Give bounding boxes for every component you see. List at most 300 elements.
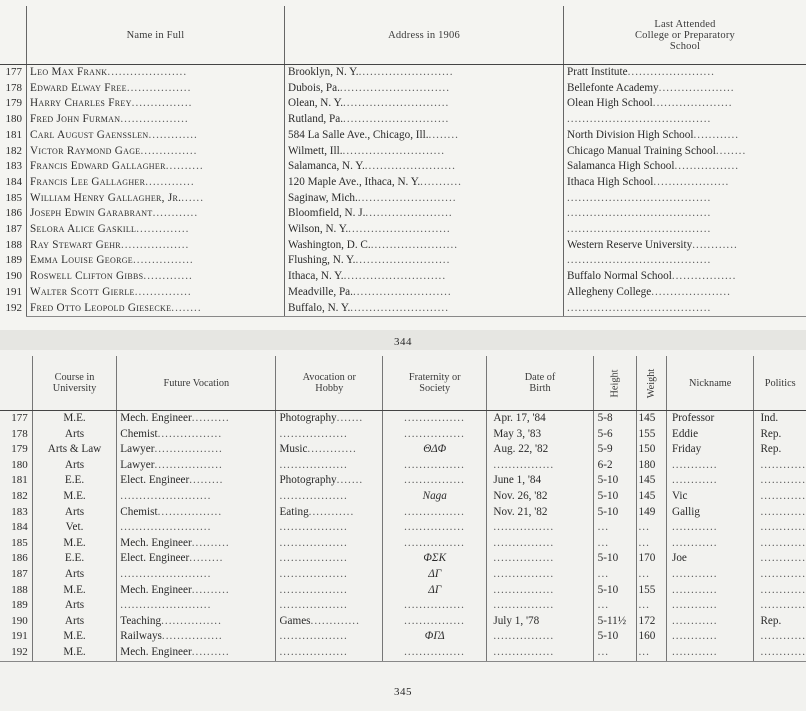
dot-leader: ................ xyxy=(493,552,555,565)
avocation xyxy=(276,598,383,614)
dot-leader: ........................... xyxy=(343,270,447,283)
dot-leader: .................. xyxy=(279,630,348,643)
avocation xyxy=(276,614,383,630)
height xyxy=(593,458,636,474)
politics-text: Rep. xyxy=(760,443,782,456)
politics xyxy=(754,551,806,567)
last-school xyxy=(564,81,806,97)
table-row xyxy=(0,253,806,269)
dot-leader: .................. xyxy=(279,645,348,658)
weight-text: 172 xyxy=(638,614,656,627)
height-text: 5-10 xyxy=(597,552,619,565)
date-of-birth-text: May 3, '83 xyxy=(493,427,542,440)
course xyxy=(32,473,116,489)
height xyxy=(593,536,636,552)
date-of-birth-text: June 1, '84 xyxy=(493,474,542,487)
row-number xyxy=(0,301,27,317)
table-row xyxy=(0,65,806,81)
date-of-birth xyxy=(487,427,593,443)
future-vocation xyxy=(117,411,276,427)
dot-leader: .......... xyxy=(191,412,230,424)
height-text: 5-10 xyxy=(597,489,619,502)
dot-leader: ............ xyxy=(671,630,718,643)
dot-leader: ............ xyxy=(671,474,718,487)
row-number-text: 179 xyxy=(5,97,22,110)
student-address-text: Meadville, Pa. xyxy=(288,285,353,298)
last-school-text: Salamanca High School xyxy=(567,160,675,173)
row-number-text: 192 xyxy=(11,645,28,658)
course xyxy=(32,629,116,645)
dot-leader: .................. xyxy=(279,427,348,440)
row-number-text: 188 xyxy=(5,238,22,251)
dot-leader: ............ xyxy=(760,536,806,549)
school-header xyxy=(564,6,806,65)
fraternity xyxy=(383,583,487,599)
dot-leader: ..................... xyxy=(107,66,188,78)
last-school xyxy=(564,222,806,238)
row-number xyxy=(0,112,27,128)
future-vocation-text: Teaching xyxy=(120,614,162,627)
height-text: 5-11½ xyxy=(597,614,627,627)
dot-leader: ................. xyxy=(157,427,223,440)
student-name-text: Selora Alice Gaskill xyxy=(30,223,137,236)
date-of-birth xyxy=(487,473,593,489)
dot-leader: ... xyxy=(638,567,650,580)
row-number xyxy=(0,473,32,489)
course-header xyxy=(32,356,116,411)
nickname xyxy=(666,411,753,427)
last-school-text: Olean High School xyxy=(567,97,653,110)
avocation xyxy=(276,427,383,443)
row-number-text: 190 xyxy=(11,614,28,627)
course xyxy=(32,536,116,552)
table-row xyxy=(0,520,806,536)
dot-leader: ............ xyxy=(760,583,806,596)
course xyxy=(32,505,116,521)
table-row xyxy=(0,458,806,474)
weight-text: 145 xyxy=(638,412,656,424)
date-of-birth-text: Aug. 22, '82 xyxy=(493,443,549,456)
course-text: M.E. xyxy=(63,645,86,658)
nickname-text: Joe xyxy=(671,552,687,565)
student-name xyxy=(27,253,285,269)
last-school xyxy=(564,285,806,301)
last-school-text: Chicago Manual Training School xyxy=(567,144,716,157)
student-name-text: Francis Edward Gallagher xyxy=(30,160,166,173)
table-row xyxy=(0,536,806,552)
dot-leader: ............ xyxy=(692,238,738,251)
nickname xyxy=(666,629,753,645)
row-number-text: 180 xyxy=(11,458,28,471)
dot-leader: ................ xyxy=(493,458,555,471)
height-text: 5-10 xyxy=(597,630,619,643)
dot-leader: ................ xyxy=(132,254,194,267)
student-address-text: Wilmett, Ill. xyxy=(288,144,343,157)
future-vocation xyxy=(117,458,276,474)
dot-leader: ............ xyxy=(760,630,806,643)
fraternity xyxy=(383,473,487,489)
nickname-text: Vic xyxy=(671,489,688,502)
row-number-text: 179 xyxy=(11,443,28,456)
height-text: 5-10 xyxy=(597,474,619,487)
height xyxy=(593,520,636,536)
student-name-text: Fred Otto Leopold Giesecke xyxy=(30,301,172,314)
future-vocation-text: Lawyer xyxy=(120,443,155,456)
dot-leader: ...................................... xyxy=(567,301,712,314)
school-header-line2: College or Preparatory xyxy=(634,29,736,41)
dot-leader: ........................ xyxy=(120,521,212,534)
row-number-text: 186 xyxy=(5,207,22,220)
course-text: M.E. xyxy=(63,536,86,549)
course-text: Arts xyxy=(64,567,85,580)
date-of-birth xyxy=(487,645,593,661)
dot-leader: ..................... xyxy=(652,97,733,110)
dot-leader: ............ xyxy=(671,583,718,596)
dot-leader: .................. xyxy=(279,567,348,580)
course-text: Arts xyxy=(64,427,85,440)
student-name xyxy=(27,128,285,144)
row-number-header xyxy=(0,6,27,65)
nickname xyxy=(666,458,753,474)
height-header-label: Height xyxy=(609,368,621,398)
weight xyxy=(636,427,666,443)
dot-leader: ...................................... xyxy=(567,191,712,204)
weight xyxy=(636,567,666,583)
dot-leader: ............ xyxy=(760,599,806,612)
height-header xyxy=(593,356,636,411)
dot-leader: ...................................... xyxy=(567,207,712,220)
height-text: 5-10 xyxy=(597,583,619,596)
table-row xyxy=(0,598,806,614)
politics xyxy=(754,458,806,474)
table-row xyxy=(0,285,806,301)
row-number xyxy=(0,645,32,661)
course xyxy=(32,489,116,505)
dot-leader: ...... xyxy=(181,191,205,204)
table-row xyxy=(0,442,806,458)
dot-leader: ............ xyxy=(671,521,718,534)
row-number xyxy=(0,96,27,112)
avocation-text: Photography xyxy=(279,412,337,424)
page-number-345: 345 xyxy=(394,686,412,698)
dot-leader: ........ xyxy=(171,301,202,314)
date-of-birth-text: July 1, '78 xyxy=(493,614,540,627)
row-number-text: 192 xyxy=(5,301,22,314)
date-of-birth xyxy=(487,551,593,567)
avocation xyxy=(276,442,383,458)
future-vocation-text: Lawyer xyxy=(120,458,155,471)
student-name-text: Fred John Furman xyxy=(30,113,121,126)
fraternity-text: ΔΓ xyxy=(428,583,442,596)
future-vocation xyxy=(117,536,276,552)
last-school xyxy=(564,191,806,207)
student-address xyxy=(285,112,564,128)
table-row xyxy=(0,238,806,254)
table-row xyxy=(0,81,806,97)
dot-leader: ... xyxy=(597,599,610,612)
course-text: E.E. xyxy=(64,474,85,487)
future-vocation xyxy=(117,489,276,505)
course xyxy=(32,442,116,458)
future-vocation-text: Mech. Engineer xyxy=(120,536,192,549)
future-vocation-text: Elect. Engineer xyxy=(120,552,190,565)
dot-leader: ......................... xyxy=(355,254,451,267)
row-number xyxy=(0,442,32,458)
weight xyxy=(636,629,666,645)
avocation xyxy=(276,645,383,661)
last-school xyxy=(564,175,806,191)
dot-leader: .................. xyxy=(120,238,190,251)
row-number-text: 185 xyxy=(5,191,22,204)
dot-leader: ....... xyxy=(336,474,364,487)
dot-leader: ............. xyxy=(148,128,198,141)
last-school xyxy=(564,65,806,81)
height-text: 5-6 xyxy=(597,427,613,440)
weight xyxy=(636,442,666,458)
nickname-text: Professor xyxy=(671,412,715,424)
course xyxy=(32,583,116,599)
row-number xyxy=(0,222,27,238)
date-of-birth xyxy=(487,505,593,521)
student-address xyxy=(285,269,564,285)
dot-leader: ............. xyxy=(143,270,193,283)
dot-leader: ................ xyxy=(404,599,466,612)
future-vocation xyxy=(117,442,276,458)
last-school xyxy=(564,128,806,144)
height xyxy=(593,473,636,489)
future-vocation-text: Chemist xyxy=(120,505,158,518)
future-vocation xyxy=(117,520,276,536)
student-address xyxy=(285,238,564,254)
avocation xyxy=(276,583,383,599)
row-number xyxy=(0,567,32,583)
weight-text: 160 xyxy=(638,630,656,643)
height xyxy=(593,427,636,443)
height xyxy=(593,629,636,645)
student-address-text: Ithaca, N. Y. xyxy=(288,270,344,283)
row-number-text: 184 xyxy=(5,175,22,188)
dot-leader: ... xyxy=(638,521,650,534)
students-address-table xyxy=(0,6,806,317)
table-row xyxy=(0,614,806,630)
row-number-text: 191 xyxy=(11,630,28,643)
politics-header xyxy=(754,356,806,411)
row-number-text: 180 xyxy=(5,113,22,126)
fraternity xyxy=(383,411,487,427)
fraternity-header-line2: Society xyxy=(419,383,451,394)
student-name-text: Francis Lee Gallagher xyxy=(30,175,146,188)
course xyxy=(32,411,116,427)
dot-leader: ...................................... xyxy=(567,113,712,126)
row-number xyxy=(0,598,32,614)
row-number-text: 177 xyxy=(5,66,22,78)
fraternity xyxy=(383,505,487,521)
avocation-header-line1: Avocation or xyxy=(302,372,356,383)
course-text: Arts xyxy=(64,505,85,518)
nickname xyxy=(666,489,753,505)
dot-leader: ............................. xyxy=(339,81,451,94)
fraternity xyxy=(383,645,487,661)
student-address xyxy=(285,81,564,97)
weight xyxy=(636,473,666,489)
nickname xyxy=(666,551,753,567)
avocation xyxy=(276,411,383,427)
height xyxy=(593,442,636,458)
student-name xyxy=(27,112,285,128)
vocation-header xyxy=(117,356,276,411)
height xyxy=(593,505,636,521)
politics xyxy=(754,629,806,645)
last-school xyxy=(564,144,806,160)
student-name-text: Leo Max Frank xyxy=(30,66,108,78)
dot-leader: ... xyxy=(597,645,610,658)
table-row xyxy=(0,159,806,175)
row-number xyxy=(0,159,27,175)
student-name xyxy=(27,65,285,81)
student-address xyxy=(285,253,564,269)
table-row xyxy=(0,128,806,144)
dot-leader: ... xyxy=(638,645,650,658)
future-vocation xyxy=(117,567,276,583)
course-text: M.E. xyxy=(63,630,86,643)
last-school-text: Western Reserve University xyxy=(567,238,693,251)
dot-leader: ............... xyxy=(140,144,198,157)
row-number-text: 190 xyxy=(5,270,22,283)
row-number xyxy=(0,551,32,567)
dot-leader: ........................... xyxy=(342,144,446,157)
student-address xyxy=(285,159,564,175)
last-school xyxy=(564,112,806,128)
avocation xyxy=(276,629,383,645)
course-header-line2: University xyxy=(52,383,97,394)
dot-leader: ................ xyxy=(493,630,555,643)
dot-leader: ................ xyxy=(493,536,555,549)
last-school xyxy=(564,253,806,269)
dot-leader: ........................ xyxy=(364,160,456,173)
student-name-text: Joseph Edwin Garabrant xyxy=(30,207,153,220)
table-row xyxy=(0,301,806,317)
height xyxy=(593,489,636,505)
dot-leader: ................ xyxy=(161,630,223,643)
nickname-text: Eddie xyxy=(671,427,699,440)
dot-leader: ............ xyxy=(308,505,355,518)
fraternity xyxy=(383,551,487,567)
politics xyxy=(754,505,806,521)
date-of-birth xyxy=(487,458,593,474)
row-number xyxy=(0,629,32,645)
avocation xyxy=(276,536,383,552)
row-number xyxy=(0,583,32,599)
dot-leader: ................ xyxy=(404,427,466,440)
dot-leader: ... xyxy=(638,536,650,549)
avocation xyxy=(276,520,383,536)
student-name xyxy=(27,81,285,97)
dot-leader: .................. xyxy=(154,458,223,471)
fraternity-text: Naga xyxy=(422,489,447,502)
avocation-text: Music xyxy=(279,443,308,456)
student-address-text: Wilson, N. Y. xyxy=(288,223,349,236)
dot-leader: ............ xyxy=(760,489,806,502)
avocation xyxy=(276,567,383,583)
height-text: 5-10 xyxy=(597,505,619,518)
politics xyxy=(754,473,806,489)
course-text: M.E. xyxy=(63,583,86,596)
nickname xyxy=(666,427,753,443)
dot-leader: .................. xyxy=(120,113,189,126)
student-name xyxy=(27,206,285,222)
student-name-text: Walter Scott Gierle xyxy=(30,285,135,298)
student-address-text: Olean, N. Y. xyxy=(288,97,343,110)
nickname-text: Gallig xyxy=(671,505,700,518)
fraternity-header-line1: Fraternity or xyxy=(408,372,461,383)
row-number-text: 189 xyxy=(5,254,22,267)
height xyxy=(593,583,636,599)
weight xyxy=(636,520,666,536)
student-name xyxy=(27,144,285,160)
weight-text: 150 xyxy=(638,443,656,456)
dot-leader: ............. xyxy=(145,175,195,188)
row-number-header-2 xyxy=(0,356,32,411)
nickname-text: Friday xyxy=(671,443,702,456)
student-name xyxy=(27,191,285,207)
student-name xyxy=(27,175,285,191)
fraternity-header xyxy=(383,356,487,411)
avocation-text: Eating xyxy=(279,505,309,518)
dot-leader: ........ xyxy=(715,144,747,157)
height xyxy=(593,598,636,614)
student-address xyxy=(285,96,564,112)
future-vocation-text: Railways xyxy=(120,630,162,643)
height xyxy=(593,645,636,661)
weight-header-label: Weight xyxy=(645,368,657,398)
address-header-label: Address in 1906 xyxy=(388,29,460,41)
weight-text: 145 xyxy=(638,474,656,487)
student-name xyxy=(27,159,285,175)
future-vocation xyxy=(117,583,276,599)
dot-leader: .......... xyxy=(191,583,230,596)
row-number-text: 181 xyxy=(5,128,22,141)
school-header-line3: School xyxy=(669,40,701,52)
avocation-header-line2: Hobby xyxy=(315,383,344,394)
last-school xyxy=(564,301,806,317)
last-school-text: Ithaca High School xyxy=(567,175,654,188)
course-text: Arts xyxy=(64,614,85,627)
dot-leader: ........................ xyxy=(120,567,212,580)
politics xyxy=(754,411,806,427)
politics xyxy=(754,645,806,661)
fraternity xyxy=(383,567,487,583)
student-address xyxy=(285,128,564,144)
dot-leader: ........ xyxy=(428,128,459,141)
weight xyxy=(636,645,666,661)
weight-text: 170 xyxy=(638,552,656,565)
politics xyxy=(754,567,806,583)
date-of-birth xyxy=(487,411,593,427)
dot-leader: ................. xyxy=(126,81,192,94)
avocation-header xyxy=(276,356,383,411)
dot-leader: ....................... xyxy=(370,238,459,251)
weight xyxy=(636,583,666,599)
last-school-text: Buffalo Normal School xyxy=(567,270,672,283)
fraternity xyxy=(383,614,487,630)
row-number xyxy=(0,269,27,285)
student-address-text: 584 La Salle Ave., Chicago, Ill. xyxy=(288,128,429,141)
row-number xyxy=(0,238,27,254)
last-school-text: Allegheny College xyxy=(567,285,652,298)
height xyxy=(593,567,636,583)
avocation xyxy=(276,458,383,474)
dot-leader: ............ xyxy=(671,567,718,580)
